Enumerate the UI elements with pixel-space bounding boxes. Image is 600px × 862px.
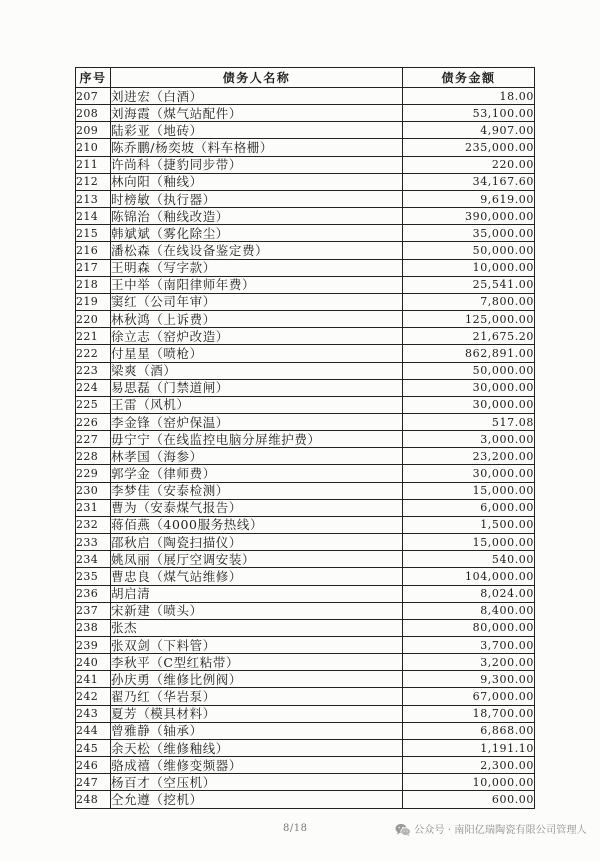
row-number: 218 bbox=[76, 276, 111, 293]
debt-amount: 50,000.00 bbox=[403, 242, 535, 259]
debtor-name: 陈乔鹏/杨奕坡（料车格栅） bbox=[111, 139, 403, 156]
table-row bbox=[76, 568, 535, 585]
debt-amount: 3,000.00 bbox=[403, 431, 535, 448]
table-row bbox=[76, 225, 535, 242]
debtor-name: 郭学金（律师费） bbox=[111, 465, 403, 482]
debt-amount: 15,000.00 bbox=[403, 482, 535, 499]
debt-amount: 3,700.00 bbox=[403, 637, 535, 654]
debt-amount: 1,191.10 bbox=[403, 739, 535, 756]
table-row bbox=[76, 396, 535, 413]
debtor-name: 刘海霞（煤气站配件） bbox=[111, 105, 403, 122]
row-number: 229 bbox=[76, 465, 111, 482]
debtor-name: 林秋鸿（上诉费） bbox=[111, 311, 403, 328]
table-row bbox=[76, 482, 535, 499]
row-number: 216 bbox=[76, 242, 111, 259]
table-row bbox=[76, 413, 535, 430]
debtor-name: 宋新建（喷头） bbox=[111, 602, 403, 619]
debt-amount: 18.00 bbox=[403, 88, 535, 105]
table-row bbox=[76, 362, 535, 379]
table-row bbox=[76, 448, 535, 465]
debtor-name: 曾雅静（轴承） bbox=[111, 722, 403, 739]
debt-amount: 30,000.00 bbox=[403, 379, 535, 396]
table-row bbox=[76, 293, 535, 310]
table-row bbox=[76, 705, 535, 722]
row-number: 230 bbox=[76, 482, 111, 499]
debtor-name: 李金锋（窑炉保温） bbox=[111, 413, 403, 430]
debt-amount: 30,000.00 bbox=[403, 465, 535, 482]
debt-amount: 21,675.20 bbox=[403, 328, 535, 345]
debtor-name: 曹忠良（煤气站维修） bbox=[111, 568, 403, 585]
table-row bbox=[76, 551, 535, 568]
debtor-name: 蒋佰燕（4000服务热线） bbox=[111, 516, 403, 533]
row-number: 233 bbox=[76, 534, 111, 551]
debt-amount: 235,000.00 bbox=[403, 139, 535, 156]
debt-amount: 125,000.00 bbox=[403, 311, 535, 328]
debt-amount: 34,167.60 bbox=[403, 173, 535, 190]
table-row bbox=[76, 88, 535, 105]
table-row bbox=[76, 105, 535, 122]
debt-amount: 30,000.00 bbox=[403, 396, 535, 413]
table-row bbox=[76, 242, 535, 259]
debtor-name: 曹为（安泰煤气报告） bbox=[111, 499, 403, 516]
table-row bbox=[76, 739, 535, 756]
column-header-debt-amount: 债务金额 bbox=[403, 68, 535, 88]
row-number: 228 bbox=[76, 448, 111, 465]
row-number: 244 bbox=[76, 722, 111, 739]
row-number: 246 bbox=[76, 757, 111, 774]
table-row bbox=[76, 345, 535, 362]
row-number: 224 bbox=[76, 379, 111, 396]
debt-amount: 600.00 bbox=[403, 791, 535, 808]
debt-list-page bbox=[75, 67, 534, 809]
table-row bbox=[76, 602, 535, 619]
row-number: 226 bbox=[76, 413, 111, 430]
debtor-name: 余天松（维修釉线） bbox=[111, 739, 403, 756]
debtor-name: 夏芳（模具材料） bbox=[111, 705, 403, 722]
debt-amount: 8,024.00 bbox=[403, 585, 535, 602]
row-number: 240 bbox=[76, 654, 111, 671]
debtor-name: 张杰 bbox=[111, 619, 403, 636]
table-row bbox=[76, 516, 535, 533]
debt-amount: 390,000.00 bbox=[403, 208, 535, 225]
debt-amount: 50,000.00 bbox=[403, 362, 535, 379]
row-number: 236 bbox=[76, 585, 111, 602]
row-number: 212 bbox=[76, 173, 111, 190]
debt-amount: 220.00 bbox=[403, 156, 535, 173]
debtor-name: 李梦佳（安泰检测） bbox=[111, 482, 403, 499]
table-row bbox=[76, 122, 535, 139]
table-row bbox=[76, 328, 535, 345]
row-number: 217 bbox=[76, 259, 111, 276]
table-row bbox=[76, 722, 535, 739]
row-number: 213 bbox=[76, 190, 111, 207]
debtor-name: 毋宁宁（在线监控电脑分屏维护费） bbox=[111, 431, 403, 448]
debtor-name: 林孝国（海参） bbox=[111, 448, 403, 465]
debtor-name: 刘进宏（白酒） bbox=[111, 88, 403, 105]
row-number: 221 bbox=[76, 328, 111, 345]
table-row bbox=[76, 671, 535, 688]
row-number: 219 bbox=[76, 293, 111, 310]
debt-amount: 8,400.00 bbox=[403, 602, 535, 619]
row-number: 239 bbox=[76, 637, 111, 654]
table-row bbox=[76, 156, 535, 173]
row-number: 227 bbox=[76, 431, 111, 448]
debtor-name: 李秋平（C型红粘带） bbox=[111, 654, 403, 671]
row-number: 242 bbox=[76, 688, 111, 705]
debt-amount: 9,300.00 bbox=[403, 671, 535, 688]
table-header-row bbox=[76, 68, 535, 88]
row-number: 220 bbox=[76, 311, 111, 328]
row-number: 234 bbox=[76, 551, 111, 568]
debt-amount: 53,100.00 bbox=[403, 105, 535, 122]
table-row bbox=[76, 534, 535, 551]
debtor-name: 邵秋启（陶瓷扫描仪） bbox=[111, 534, 403, 551]
row-number: 209 bbox=[76, 122, 111, 139]
debtor-name: 张双剑（下料管） bbox=[111, 637, 403, 654]
debt-amount: 517.08 bbox=[403, 413, 535, 430]
debtor-name: 仝允遵（挖机） bbox=[111, 791, 403, 808]
debt-amount: 9,619.00 bbox=[403, 190, 535, 207]
debtor-name: 时榜敏（执行器） bbox=[111, 190, 403, 207]
debt-amount: 35,000.00 bbox=[403, 225, 535, 242]
row-number: 237 bbox=[76, 602, 111, 619]
table-row bbox=[76, 465, 535, 482]
debtor-name: 陆彩亚（地砖） bbox=[111, 122, 403, 139]
debtor-name: 王明森（写字款） bbox=[111, 259, 403, 276]
table-row bbox=[76, 499, 535, 516]
table-row bbox=[76, 619, 535, 636]
debt-amount: 23,200.00 bbox=[403, 448, 535, 465]
debt-table bbox=[75, 67, 535, 809]
debt-amount: 4,907.00 bbox=[403, 122, 535, 139]
debtor-name: 杨百才（空压机） bbox=[111, 774, 403, 791]
debt-amount: 7,800.00 bbox=[403, 293, 535, 310]
table-row bbox=[76, 208, 535, 225]
table-row bbox=[76, 791, 535, 808]
table-row bbox=[76, 276, 535, 293]
debtor-name: 梁爽（酒） bbox=[111, 362, 403, 379]
table-body bbox=[76, 88, 535, 809]
debtor-name: 骆成禧（维修变频器） bbox=[111, 757, 403, 774]
table-row bbox=[76, 757, 535, 774]
row-number: 208 bbox=[76, 105, 111, 122]
row-number: 222 bbox=[76, 345, 111, 362]
debtor-name: 韩斌斌（雾化除尘） bbox=[111, 225, 403, 242]
table-row bbox=[76, 774, 535, 791]
debtor-name: 翟乃红（华岩泵） bbox=[111, 688, 403, 705]
table-row bbox=[76, 688, 535, 705]
debt-amount: 6,868.00 bbox=[403, 722, 535, 739]
table-row bbox=[76, 173, 535, 190]
row-number: 223 bbox=[76, 362, 111, 379]
row-number: 248 bbox=[76, 791, 111, 808]
debtor-name: 林向阳（釉线） bbox=[111, 173, 403, 190]
row-number: 247 bbox=[76, 774, 111, 791]
watermark-text: 公众号 · 南阳亿瑞陶瓷有限公司管理人 bbox=[414, 825, 587, 836]
debt-amount: 10,000.00 bbox=[403, 774, 535, 791]
debtor-name: 王中举（南阳律师年费） bbox=[111, 276, 403, 293]
debtor-name: 王雷（风机） bbox=[111, 396, 403, 413]
row-number: 241 bbox=[76, 671, 111, 688]
debt-amount: 10,000.00 bbox=[403, 259, 535, 276]
debtor-name: 许尚科（捷豹同步带） bbox=[111, 156, 403, 173]
debt-amount: 3,200.00 bbox=[403, 654, 535, 671]
debtor-name: 姚凤丽（展厅空调安装） bbox=[111, 551, 403, 568]
table-row bbox=[76, 379, 535, 396]
debt-amount: 67,000.00 bbox=[403, 688, 535, 705]
table-row bbox=[76, 431, 535, 448]
debt-amount: 15,000.00 bbox=[403, 534, 535, 551]
row-number: 238 bbox=[76, 619, 111, 636]
row-number: 210 bbox=[76, 139, 111, 156]
column-header-number: 序号 bbox=[76, 68, 111, 88]
row-number: 215 bbox=[76, 225, 111, 242]
row-number: 225 bbox=[76, 396, 111, 413]
debt-amount: 2,300.00 bbox=[403, 757, 535, 774]
table-row bbox=[76, 637, 535, 654]
table-row bbox=[76, 259, 535, 276]
debtor-name: 付星星（喷枪） bbox=[111, 345, 403, 362]
row-number: 231 bbox=[76, 499, 111, 516]
table-row bbox=[76, 585, 535, 602]
debtor-name: 胡启清 bbox=[111, 585, 403, 602]
page-number: 8/18 bbox=[283, 823, 308, 834]
table-row bbox=[76, 311, 535, 328]
row-number: 214 bbox=[76, 208, 111, 225]
debtor-name: 陈锦治（釉线改造） bbox=[111, 208, 403, 225]
debt-amount: 862,891.00 bbox=[403, 345, 535, 362]
debtor-name: 孙庆勇（维修比例阀） bbox=[111, 671, 403, 688]
debt-amount: 104,000.00 bbox=[403, 568, 535, 585]
row-number: 245 bbox=[76, 739, 111, 756]
debt-amount: 25,541.00 bbox=[403, 276, 535, 293]
column-header-debtor-name: 债务人名称 bbox=[111, 68, 403, 88]
debtor-name: 潘松森（在线设备鉴定费） bbox=[111, 242, 403, 259]
table-row bbox=[76, 190, 535, 207]
row-number: 232 bbox=[76, 516, 111, 533]
debtor-name: 易思磊（门禁道闸） bbox=[111, 379, 403, 396]
debt-amount: 18,700.00 bbox=[403, 705, 535, 722]
wechat-watermark bbox=[395, 821, 587, 836]
table-row bbox=[76, 139, 535, 156]
row-number: 211 bbox=[76, 156, 111, 173]
row-number: 243 bbox=[76, 705, 111, 722]
row-number: 235 bbox=[76, 568, 111, 585]
debtor-name: 徐立志（窑炉改造） bbox=[111, 328, 403, 345]
debt-amount: 1,500.00 bbox=[403, 516, 535, 533]
wechat-icon bbox=[395, 822, 411, 836]
debt-amount: 6,000.00 bbox=[403, 499, 535, 516]
row-number: 207 bbox=[76, 88, 111, 105]
debtor-name: 窦红（公司年审） bbox=[111, 293, 403, 310]
debt-amount: 80,000.00 bbox=[403, 619, 535, 636]
table-row bbox=[76, 654, 535, 671]
debt-amount: 540.00 bbox=[403, 551, 535, 568]
